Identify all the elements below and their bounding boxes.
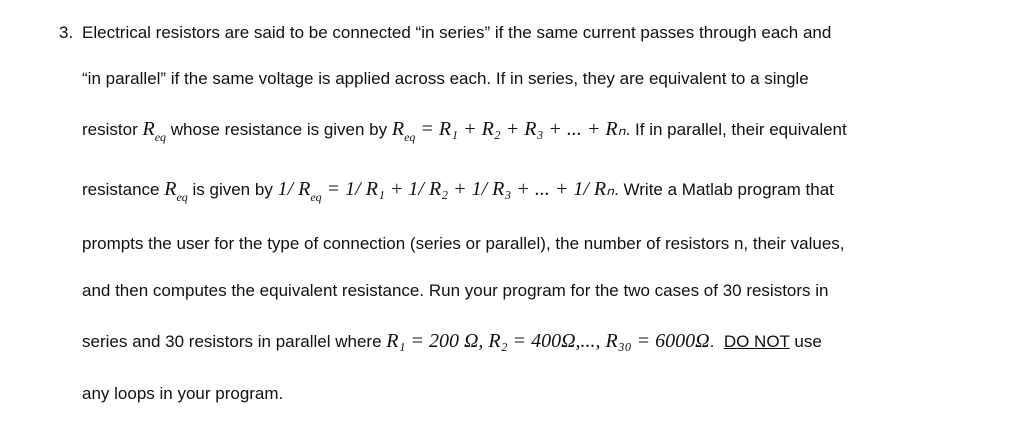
problem-number: 3. bbox=[59, 23, 74, 42]
problem-line-2: “in parallel” if the same voltage is applied across each. If in series, they are equivalent to a single bbox=[82, 69, 809, 88]
symbol-req: $R_{eq}$ bbox=[142, 118, 167, 144]
given-values-equation: R₁ = 200 Ω, R₂ = 400Ω,..., R₃₀ = 6000Ω bbox=[386, 330, 710, 352]
text-whose-resistance: whose resistance is given by bbox=[170, 120, 388, 139]
text-if-parallel: . If in parallel, their equivalent bbox=[625, 120, 847, 139]
text-write-matlab: . Write a Matlab program that bbox=[614, 180, 834, 199]
do-not-emphasis: DO NOT bbox=[723, 332, 790, 351]
problem-line-8: any loops in your program. bbox=[82, 384, 284, 403]
text-use: use bbox=[794, 332, 822, 351]
problem-line-7 bbox=[82, 330, 822, 353]
problem-line-5: prompts the user for the type of connection (series or parallel), the number of resistors n, their values, bbox=[82, 234, 845, 253]
problem-line-4 bbox=[82, 178, 834, 202]
parallel-equation: 1/ $R_{eq} = 1/$ R₁ + 1/ R₂ + 1/ R₃ + ... + 1/ Rₙ bbox=[277, 178, 615, 204]
text-is-given-by: is given by bbox=[192, 180, 273, 199]
problem-line-3 bbox=[82, 118, 847, 142]
text-series-and-parallel: series and 30 resistors in parallel where bbox=[82, 332, 382, 351]
symbol-req-2: $R_{eq}$ bbox=[164, 178, 188, 204]
text-resistor: resistor bbox=[82, 120, 138, 139]
text-period: . bbox=[709, 332, 715, 351]
problem-line-6: and then computes the equivalent resistance. Run your program for the two cases of 30 resistors in bbox=[82, 281, 829, 300]
problem-line-1: Electrical resistors are said to be connected “in series” if the same current passes through each and bbox=[82, 23, 832, 42]
series-equation: $R_{eq} = R_1 + R_2 + R_3$ + ... + Rₙ bbox=[391, 118, 626, 144]
text-resistance: resistance bbox=[82, 180, 160, 199]
